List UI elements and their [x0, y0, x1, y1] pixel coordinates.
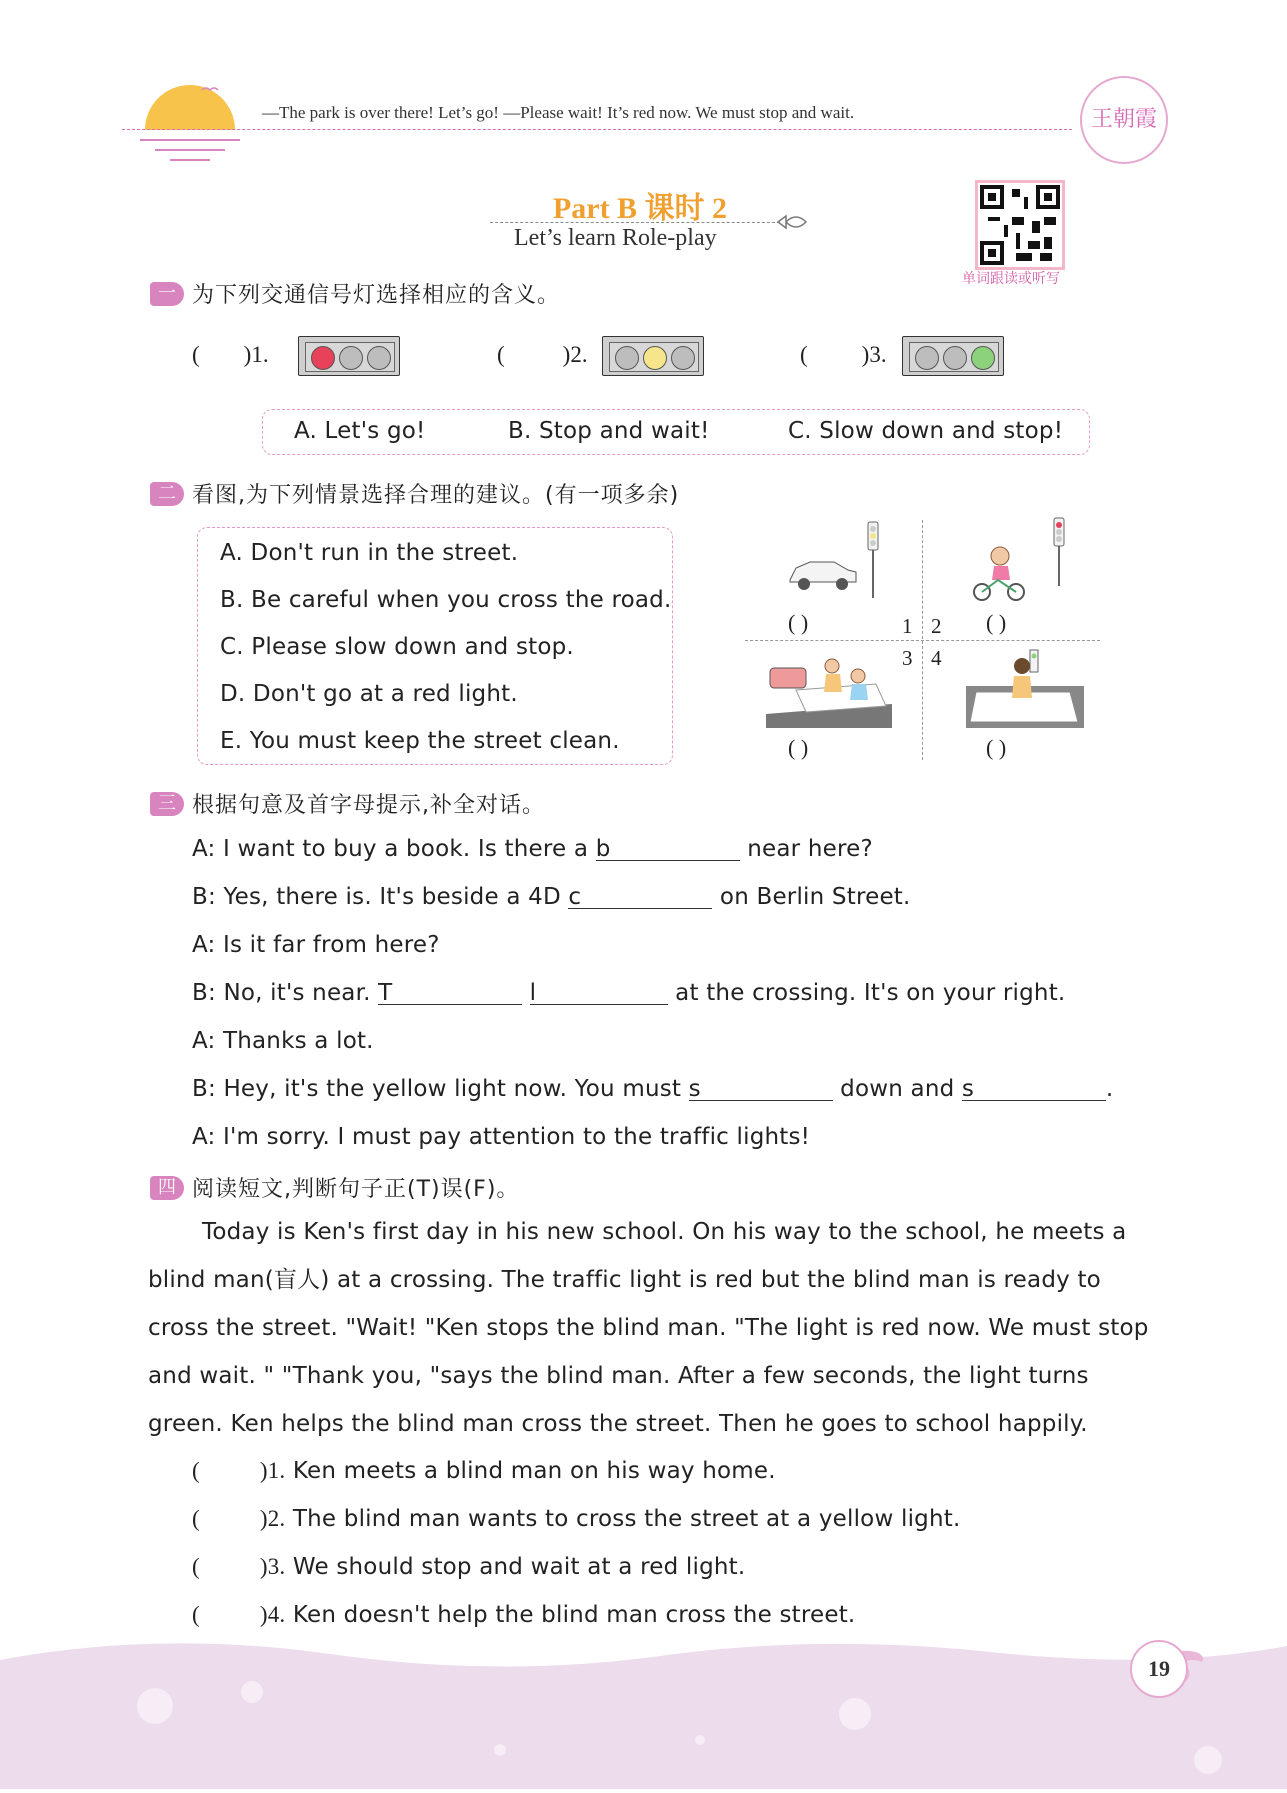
advice-options-box [197, 527, 673, 765]
answer-paren-1[interactable]: ( )1. [192, 342, 269, 367]
section-3-heading [150, 788, 545, 819]
green-lamp [671, 346, 695, 370]
traffic-light-1 [298, 336, 400, 376]
fill-blank-c[interactable]: c [568, 884, 712, 909]
scene-1-answer[interactable]: ( ) [788, 610, 809, 635]
scene-2-answer[interactable]: ( ) [986, 610, 1007, 635]
fill-blank-s2[interactable]: s [962, 1076, 1106, 1101]
publisher-logo: 王朝霞 [1080, 76, 1168, 164]
option-a: A. Let's go! [294, 418, 426, 444]
advice-option-d: D. Don't go at a red light. [220, 681, 518, 707]
dialogue-line-1: A: I want to buy a book. Is there a b near here? [192, 836, 873, 862]
section-2-heading [150, 478, 679, 509]
scene-4-answer[interactable]: ( ) [986, 735, 1007, 760]
section-badge: 一 [150, 282, 184, 306]
section-instruction: 看图,为下列情景选择合理的建议。(有一项多余) [192, 483, 680, 508]
scene-3-running-illustration [766, 650, 892, 732]
scene-3-answer[interactable]: ( ) [788, 735, 809, 760]
answer-paren-2[interactable]: ( )2. [497, 342, 588, 367]
section-badge: 四 [150, 1176, 184, 1200]
passage-line-2: blind man(盲人) at a crossing. The traffic light is red but the blind man is ready to [148, 1267, 1101, 1293]
option-c: C. Slow down and stop! [788, 418, 1064, 444]
section-badge: 二 [150, 482, 184, 506]
advice-option-c: C. Please slow down and stop. [220, 634, 574, 660]
tf-question-2: ( )2. The blind man wants to cross the street at a yellow light. [192, 1506, 961, 1532]
section-instruction: 根据句意及首字母提示,补全对话。 [192, 793, 545, 818]
lesson-title [490, 183, 790, 227]
advice-option-b: B. Be careful when you cross the road. [220, 587, 672, 613]
header-divider [122, 129, 1072, 130]
dialogue-line-5: A: Thanks a lot. [192, 1028, 374, 1054]
answer-paren[interactable]: ( [192, 1506, 200, 1531]
passage-line-3: cross the street. "Wait! "Ken stops the blind man. "The light is red now. We must stop [148, 1315, 1149, 1341]
red-lamp [615, 346, 639, 370]
section-1-heading [150, 278, 560, 309]
fill-blank-b[interactable]: b [596, 836, 740, 861]
section-instruction: 为下列交通信号灯选择相应的含义。 [192, 283, 561, 308]
option-b: B. Stop and wait! [508, 418, 710, 444]
footer-wave [0, 1630, 1287, 1789]
answer-paren[interactable]: ( [192, 1602, 200, 1627]
dialogue-line-3: A: Is it far from here? [192, 932, 440, 958]
title-divider [490, 222, 780, 223]
scene-label-2: 2 [931, 614, 942, 638]
dialogue-line-4: B: No, it's near. T l at the crossing. It's on your right. [192, 980, 1066, 1006]
advice-option-e: E. You must keep the street clean. [220, 728, 620, 754]
scene-4-crossing-illustration [966, 646, 1084, 732]
dialogue-line-7: A: I'm sorry. I must pay attention to the traffic lights! [192, 1124, 811, 1150]
answer-paren-3[interactable]: ( )3. [800, 342, 887, 367]
red-lamp [915, 346, 939, 370]
fill-blank-l[interactable]: l [530, 980, 668, 1005]
yellow-lamp [943, 346, 967, 370]
green-lamp-lit [971, 346, 995, 370]
section-badge: 三 [150, 792, 184, 816]
qr-caption: 单词跟读或听写 [962, 271, 1060, 287]
scene-label-4: 4 [931, 646, 942, 670]
fill-blank-s1[interactable]: s [689, 1076, 833, 1101]
fish-icon [776, 212, 810, 236]
page-number: 19 [1130, 1640, 1188, 1698]
answer-paren[interactable]: ( [192, 1458, 200, 1483]
tf-question-3: ( )3. We should stop and wait at a red light. [192, 1554, 746, 1580]
traffic-light-2 [602, 336, 704, 376]
lesson-subtitle: Let’s learn Role-play [514, 225, 717, 251]
section-4-heading [150, 1172, 519, 1203]
scene-label-1: 1 [902, 614, 913, 638]
yellow-lamp [339, 346, 363, 370]
red-lamp-lit [311, 346, 335, 370]
tf-question-1: ( )1. Ken meets a blind man on his way home. [192, 1458, 776, 1484]
part-title: Part B 课时 2 [552, 192, 728, 225]
dialogue-line-6: B: Hey, it's the yellow light now. You must s down and s . [192, 1076, 1114, 1102]
dialogue-line-2: B: Yes, there is. It's beside a 4D c on Berlin Street. [192, 884, 911, 910]
section-instruction: 阅读短文,判断句子正(T)误(F)。 [192, 1177, 520, 1202]
answer-paren[interactable]: ( [192, 1554, 200, 1579]
green-lamp [367, 346, 391, 370]
tf-question-4: ( )4. Ken doesn't help the blind man cross the street. [192, 1602, 856, 1628]
passage-line-4: and wait. " "Thank you, "says the blind man. After a few seconds, the light turns [148, 1363, 1089, 1389]
sunset-icon [140, 78, 240, 178]
advice-option-a: A. Don't run in the street. [220, 540, 519, 566]
traffic-light-3 [902, 336, 1004, 376]
header-dialogue: —The park is over there! Let’s go! —Please wait! It’s red now. We must stop and wait. [262, 103, 855, 122]
scene-label-3: 3 [902, 646, 913, 670]
qr-code[interactable] [975, 180, 1065, 270]
scene-2-bike-illustration [964, 516, 1074, 606]
passage-line-5: green. Ken helps the blind man cross the street. Then he goes to school happily. [148, 1411, 1088, 1437]
scene-1-car-illustration [786, 518, 896, 604]
yellow-lamp-lit [643, 346, 667, 370]
scene-divider-v [922, 520, 923, 760]
fill-blank-t[interactable]: T [378, 980, 522, 1005]
passage-line-1: Today is Ken's first day in his new school. On his way to the school, he meets a [202, 1219, 1127, 1245]
